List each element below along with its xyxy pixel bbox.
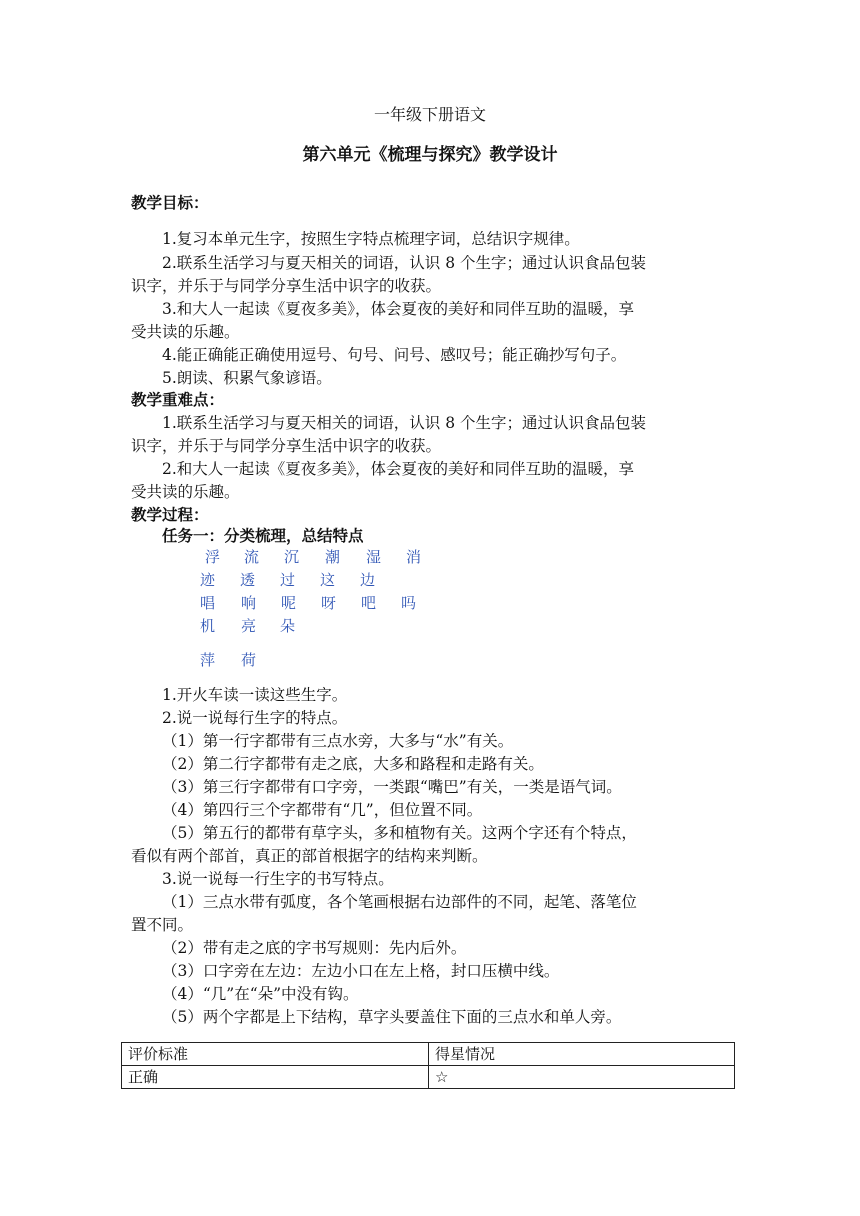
objective-line: 1.复习本单元生字，按照生字特点梳理字词，总结识字规律。	[162, 230, 580, 248]
char: 荷	[241, 651, 257, 669]
process-line: （2）带有走之底的字书写规则：先内后外。	[162, 939, 467, 957]
process-heading: 教学过程：	[131, 506, 209, 524]
char: 边	[360, 571, 376, 589]
char: 响	[241, 594, 257, 612]
process-line: （5）两个字都是上下结构，草字头要盖住下面的三点水和单人旁。	[162, 1008, 622, 1026]
char: 消	[406, 548, 422, 566]
char: 迹	[200, 571, 216, 589]
char: 吗	[401, 594, 417, 612]
task1-heading: 任务一：分类梳理，总结特点	[162, 527, 364, 545]
process-line: 1.开火车读一读这些生字。	[162, 686, 348, 704]
char: 呢	[281, 594, 297, 612]
process-line: （1）第一行字都带有三点水旁，大多与“水”有关。	[162, 732, 514, 750]
char: 潮	[325, 548, 341, 566]
table-header-row	[122, 1043, 735, 1066]
char: 亮	[241, 617, 257, 635]
char: 吧	[361, 594, 377, 612]
process-line: （5）第五行的都带有草字头，多和植物有关。这两个字还有个特点，	[162, 824, 637, 842]
document-title: 第六单元《梳理与探究》教学设计	[302, 145, 558, 165]
keypoint-line: 1.联系生活学习与夏天相关的词语，认识 8 个生字；通过认识食品包装	[162, 414, 647, 432]
objective-line: 2.联系生活学习与夏天相关的词语，认识 8 个生字；通过认识食品包装	[162, 254, 647, 272]
char: 唱	[200, 594, 216, 612]
evaluation-table	[121, 1042, 735, 1089]
objective-line: 识字，并乐于与同学分享生活中识字的收获。	[131, 277, 442, 295]
process-line: （2）第二行字都带有走之底，大多和路程和走路有关。	[162, 755, 544, 773]
star-cell: ☆	[429, 1066, 735, 1089]
char: 这	[320, 571, 336, 589]
table-row	[122, 1066, 735, 1089]
keypoint-line: 2.和大人一起读《夏夜多美》，体会夏夜的美好和同伴互助的温暖，享	[162, 460, 635, 478]
char: 萍	[200, 651, 216, 669]
process-line: （1）三点水带有弧度，各个笔画根据右边部件的不同，起笔、落笔位	[162, 893, 637, 911]
keypoint-line: 识字，并乐于与同学分享生活中识字的收获。	[131, 437, 442, 455]
process-line: （3）口字旁在左边：左边小口在左上格，封口压横中线。	[162, 962, 560, 980]
char: 湿	[366, 548, 382, 566]
char: 过	[280, 571, 296, 589]
objective-line: 受共读的乐趣。	[131, 323, 240, 341]
char: 呀	[321, 594, 337, 612]
char: 朵	[280, 617, 296, 635]
document-subtitle: 一年级下册语文	[373, 105, 486, 124]
table-header-cell: 评价标准	[122, 1043, 429, 1066]
process-line: （4）第四行三个字都带有“几”，但位置不同。	[162, 801, 483, 819]
char: 透	[240, 571, 256, 589]
objective-line: 3.和大人一起读《夏夜多美》，体会夏夜的美好和同伴互助的温暖，享	[162, 300, 635, 318]
process-line: 置不同。	[131, 916, 194, 934]
process-line: 3.说一说每一行生字的书写特点。	[162, 870, 394, 888]
objective-line: 4.能正确能正确使用逗号、句号、问号、感叹号；能正确抄写句子。	[162, 346, 627, 364]
char: 流	[244, 548, 260, 566]
table-header-cell: 得星情况	[429, 1043, 735, 1066]
char: 机	[200, 617, 216, 635]
keypoints-heading: 教学重难点：	[131, 391, 225, 409]
table-cell: 正确	[122, 1066, 429, 1089]
objective-line: 5.朗读、积累气象谚语。	[162, 369, 332, 387]
keypoint-line: 受共读的乐趣。	[131, 483, 240, 501]
process-line: （3）第三行字都带有口字旁，一类跟“嘴巴”有关，一类是语气词。	[162, 778, 622, 796]
objectives-heading: 教学目标：	[131, 194, 209, 212]
process-line: 看似有两个部首，真正的部首根据字的结构来判断。	[131, 847, 488, 865]
process-line: 2.说一说每行生字的特点。	[162, 709, 348, 727]
char: 浮	[205, 548, 221, 566]
process-line: （4）“几”在“朵”中没有钩。	[162, 985, 359, 1003]
char: 沉	[284, 548, 300, 566]
